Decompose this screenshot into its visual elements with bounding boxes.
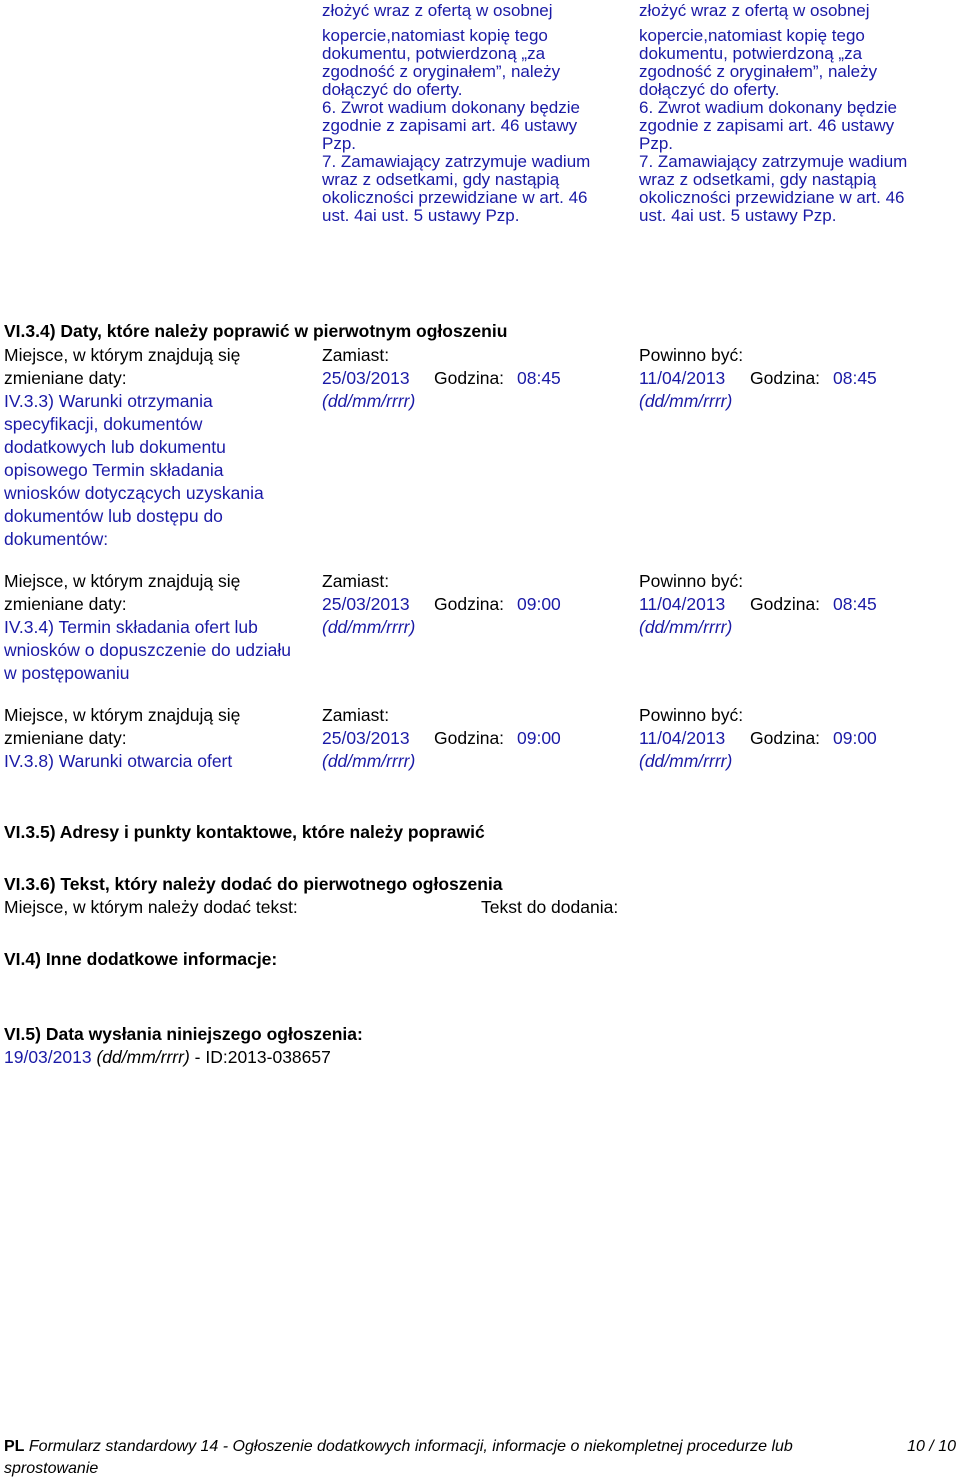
place-label-1: Miejsce, w którym znajdują się (4, 345, 241, 365)
place-label-1: Miejsce, w którym znajdują się (4, 571, 241, 591)
page-footer (4, 1436, 956, 1480)
top-left-line: ust. 4ai ust. 5 ustawy Pzp. (322, 206, 520, 225)
page-number: 10 / 10 (907, 1438, 956, 1455)
instead-time-label: Godzina: (434, 594, 505, 614)
section-heading-vi35: VI.3.5) Adresy i punkty kontaktowe, które należy poprawić (4, 822, 485, 842)
top-left-line: 7. Zamawiający zatrzymuje wadium (322, 152, 591, 171)
place-value: IV.3.4) Termin składania ofert lub wniosków o dopuszczenie do udziału w postępowaniu (4, 617, 291, 683)
top-right-line: złożyć wraz z ofertą w osobnej (639, 1, 870, 20)
should-time: 08:45 (833, 594, 877, 614)
top-right-line: 6. Zwrot wadium dokonany będzie (639, 98, 897, 117)
top-right-line: dokumentu, potwierdzoną „za (639, 44, 863, 63)
should-date: 11/04/2013 (639, 728, 726, 748)
top-left-line: kopercie,natomiast kopię tego (322, 26, 548, 45)
top-left-line: dokumentu, potwierdzoną „za (322, 44, 546, 63)
notice-id: - ID:2013-038657 (194, 1047, 331, 1067)
top-left-line: 6. Zwrot wadium dokonany będzie (322, 98, 580, 117)
instead-time: 08:45 (517, 368, 561, 388)
should-time-label: Godzina: (750, 594, 821, 614)
dispatch-date: 19/03/2013 (4, 1047, 92, 1067)
add-text-label: Tekst do dodania: (481, 897, 619, 917)
instead-label: Zamiast: (322, 705, 390, 725)
top-left-line: okoliczności przewidziane w art. 46 (322, 188, 588, 207)
section-heading-vi36: VI.3.6) Tekst, który należy dodać do pierwotnego ogłoszenia (4, 874, 503, 894)
instead-date: 25/03/2013 (322, 728, 410, 748)
should-label: Powinno być: (639, 345, 744, 365)
top-right-line: 7. Zamawiający zatrzymuje wadium (639, 152, 908, 171)
should-time: 08:45 (833, 368, 877, 388)
should-time-label: Godzina: (750, 728, 821, 748)
instead-date-format: (dd/mm/rrrr) (322, 751, 416, 771)
section-heading-vi34: VI.3.4) Daty, które należy poprawić w pierwotnym ogłoszeniu (4, 321, 508, 341)
should-date-format: (dd/mm/rrrr) (639, 391, 733, 411)
place-label-1: Miejsce, w którym znajdują się (4, 705, 241, 725)
should-date-format: (dd/mm/rrrr) (639, 751, 733, 771)
top-right-line: ust. 4ai ust. 5 ustawy Pzp. (639, 206, 837, 225)
should-time: 09:00 (833, 728, 877, 748)
top-right-line: zgodność z oryginałem”, należy (639, 62, 878, 81)
top-right-line: wraz z odsetkami, gdy nastąpią (639, 170, 877, 189)
top-left-text (322, 2, 627, 225)
should-label: Powinno być: (639, 705, 744, 725)
should-date-format: (dd/mm/rrrr) (639, 617, 733, 637)
instead-date-format: (dd/mm/rrrr) (322, 617, 416, 637)
instead-time: 09:00 (517, 728, 561, 748)
footer-lang: PL (4, 1438, 25, 1455)
place-value: IV.3.8) Warunki otwarcia ofert (4, 751, 233, 771)
top-right-line: dołączyć do oferty. (639, 80, 780, 99)
instead-label: Zamiast: (322, 571, 390, 591)
place-value: IV.3.3) Warunki otrzymania specyfikacji, dokumentów dodatkowych lub dokumentu opisowego Termin składania wniosków dotyczących uzyskania dokumentów lub dostępu do dokumentów: (4, 391, 264, 549)
should-date: 11/04/2013 (639, 368, 726, 388)
place-label-2: zmieniane daty: (4, 594, 127, 614)
add-place-label: Miejsce, w którym należy dodać tekst: (4, 897, 298, 917)
instead-date: 25/03/2013 (322, 594, 410, 614)
top-left-line: złożyć wraz z ofertą w osobnej (322, 1, 553, 20)
instead-label: Zamiast: (322, 345, 390, 365)
place-label-2: zmieniane daty: (4, 368, 127, 388)
top-right-line: kopercie,natomiast kopię tego (639, 26, 865, 45)
should-date: 11/04/2013 (639, 594, 726, 614)
footer-form-title-cont: sprostowanie (4, 1460, 99, 1477)
place-label-2: zmieniane daty: (4, 728, 127, 748)
instead-date-format: (dd/mm/rrrr) (322, 391, 416, 411)
top-left-line: wraz z odsetkami, gdy nastąpią (322, 170, 560, 189)
instead-time: 09:00 (517, 594, 561, 614)
top-left-line: dołączyć do oferty. (322, 80, 463, 99)
section-heading-vi5: VI.5) Data wysłania niniejszego ogłoszenia: (4, 1024, 363, 1044)
should-time-label: Godzina: (750, 368, 821, 388)
top-left-line: zgodnie z zapisami art. 46 ustawy (322, 116, 578, 135)
top-right-line: okoliczności przewidziane w art. 46 (639, 188, 905, 207)
footer-form-title: Formularz standardowy 14 - Ogłoszenie dodatkowych informacji, informacje o niekompletnej procedurze lub (28, 1438, 793, 1455)
top-left-line: Pzp. (322, 134, 357, 153)
instead-time-label: Godzina: (434, 728, 505, 748)
should-label: Powinno być: (639, 571, 744, 591)
top-right-line: Pzp. (639, 134, 674, 153)
instead-date: 25/03/2013 (322, 368, 410, 388)
top-right-line: zgodnie z zapisami art. 46 ustawy (639, 116, 895, 135)
dispatch-date-line (4, 1046, 331, 1069)
top-right-text (639, 2, 944, 225)
dispatch-date-format: (dd/mm/rrrr) (96, 1047, 190, 1067)
section-heading-vi4: VI.4) Inne dodatkowe informacje: (4, 949, 278, 969)
instead-time-label: Godzina: (434, 368, 505, 388)
top-left-line: zgodność z oryginałem”, należy (322, 62, 561, 81)
